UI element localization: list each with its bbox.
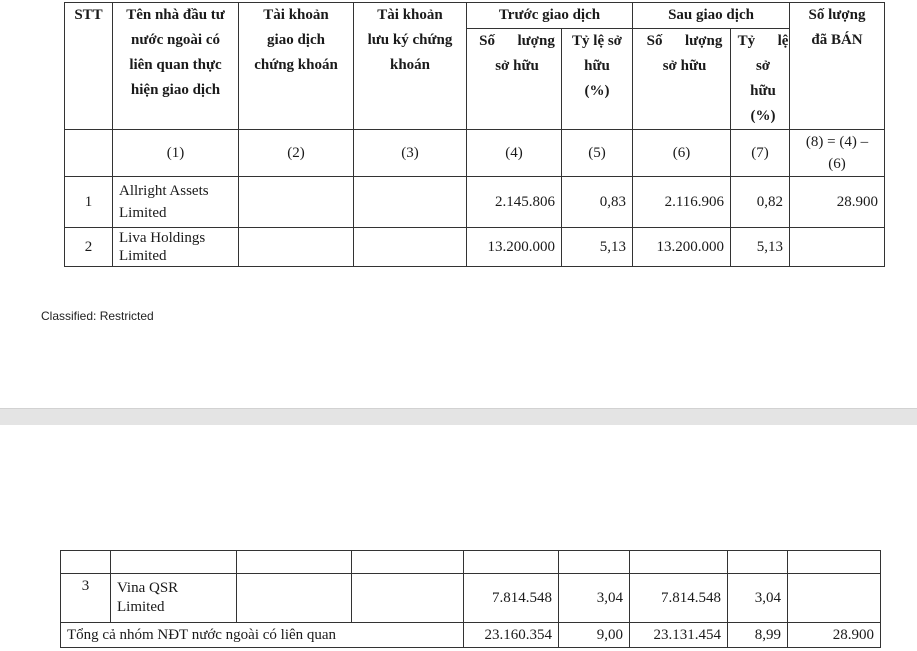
row-after-qty: 2.116.906 bbox=[633, 177, 731, 228]
header-before-qty: Số lượng sở hữu bbox=[467, 29, 562, 130]
row-custody-account bbox=[352, 574, 464, 623]
header-after-pct: Tỷ lệ sở hữu (%) bbox=[731, 29, 790, 130]
row-custody-account bbox=[354, 177, 467, 228]
row-trading-account bbox=[239, 177, 354, 228]
table-row bbox=[65, 228, 885, 267]
colnum-8: (8) = (4) – (6) bbox=[790, 130, 885, 177]
page-separator bbox=[0, 408, 917, 426]
classification-label: Classified: Restricted bbox=[41, 309, 154, 323]
row-before-qty: 13.200.000 bbox=[467, 228, 562, 267]
header-custody-account: Tài khoản lưu ký chứng khoán bbox=[354, 3, 467, 130]
header-before-trade: Trước giao dịch bbox=[467, 3, 633, 29]
column-number-row bbox=[65, 130, 885, 177]
colnum-1: (1) bbox=[113, 130, 239, 177]
row-stt: 3 bbox=[61, 574, 111, 623]
colnum-6: (6) bbox=[633, 130, 731, 177]
colnum-3: (3) bbox=[354, 130, 467, 177]
total-sold: 28.900 bbox=[788, 623, 881, 648]
total-after-qty: 23.131.454 bbox=[630, 623, 728, 648]
row-sold: 28.900 bbox=[790, 177, 885, 228]
row-stt: 2 bbox=[65, 228, 113, 267]
colnum-2: (2) bbox=[239, 130, 354, 177]
total-label: Tổng cả nhóm NĐT nước ngoài có liên quan bbox=[61, 623, 464, 648]
colnum-blank bbox=[65, 130, 113, 177]
empty-cell bbox=[630, 551, 728, 574]
empty-cell bbox=[111, 551, 237, 574]
empty-header-row bbox=[61, 551, 881, 574]
header-before-pct: Tỷ lệ sở hữu (%) bbox=[562, 29, 633, 130]
row-after-qty: 7.814.548 bbox=[630, 574, 728, 623]
row-before-pct: 3,04 bbox=[559, 574, 630, 623]
row-sold bbox=[790, 228, 885, 267]
row-investor-name: Liva Holdings Limited bbox=[113, 228, 239, 267]
row-before-qty: 7.814.548 bbox=[464, 574, 559, 623]
total-after-pct: 8,99 bbox=[728, 623, 788, 648]
header-after-trade: Sau giao dịch bbox=[633, 3, 790, 29]
colnum-7: (7) bbox=[731, 130, 790, 177]
row-investor-name: Vina QSR Limited bbox=[111, 574, 237, 623]
empty-cell bbox=[61, 551, 111, 574]
table-row bbox=[61, 574, 881, 623]
row-after-pct: 3,04 bbox=[728, 574, 788, 623]
header-trading-account: Tài khoản giao dịch chứng khoán bbox=[239, 3, 354, 130]
total-row bbox=[61, 623, 881, 648]
row-stt: 1 bbox=[65, 177, 113, 228]
empty-cell bbox=[352, 551, 464, 574]
row-after-qty: 13.200.000 bbox=[633, 228, 731, 267]
row-trading-account bbox=[237, 574, 352, 623]
empty-cell bbox=[728, 551, 788, 574]
transaction-table bbox=[64, 2, 885, 267]
row-before-pct: 0,83 bbox=[562, 177, 633, 228]
empty-cell bbox=[559, 551, 630, 574]
colnum-4: (4) bbox=[467, 130, 562, 177]
colnum-5: (5) bbox=[562, 130, 633, 177]
row-before-qty: 2.145.806 bbox=[467, 177, 562, 228]
row-trading-account bbox=[239, 228, 354, 267]
total-before-qty: 23.160.354 bbox=[464, 623, 559, 648]
row-after-pct: 0,82 bbox=[731, 177, 790, 228]
table-row bbox=[65, 177, 885, 228]
row-after-pct: 5,13 bbox=[731, 228, 790, 267]
row-sold bbox=[788, 574, 881, 623]
header-after-qty: Số lượng sở hữu bbox=[633, 29, 731, 130]
transaction-table-continued bbox=[60, 550, 881, 648]
empty-cell bbox=[788, 551, 881, 574]
row-custody-account bbox=[354, 228, 467, 267]
total-before-pct: 9,00 bbox=[559, 623, 630, 648]
header-investor-name: Tên nhà đầu tư nước ngoài có liên quan thực hiện giao dịch bbox=[113, 3, 239, 130]
header-stt: STT bbox=[65, 3, 113, 130]
row-investor-name: Allright Assets Limited bbox=[113, 177, 239, 228]
empty-cell bbox=[464, 551, 559, 574]
empty-cell bbox=[237, 551, 352, 574]
row-before-pct: 5,13 bbox=[562, 228, 633, 267]
header-sold-qty: Số lượng đã BÁN bbox=[790, 3, 885, 130]
